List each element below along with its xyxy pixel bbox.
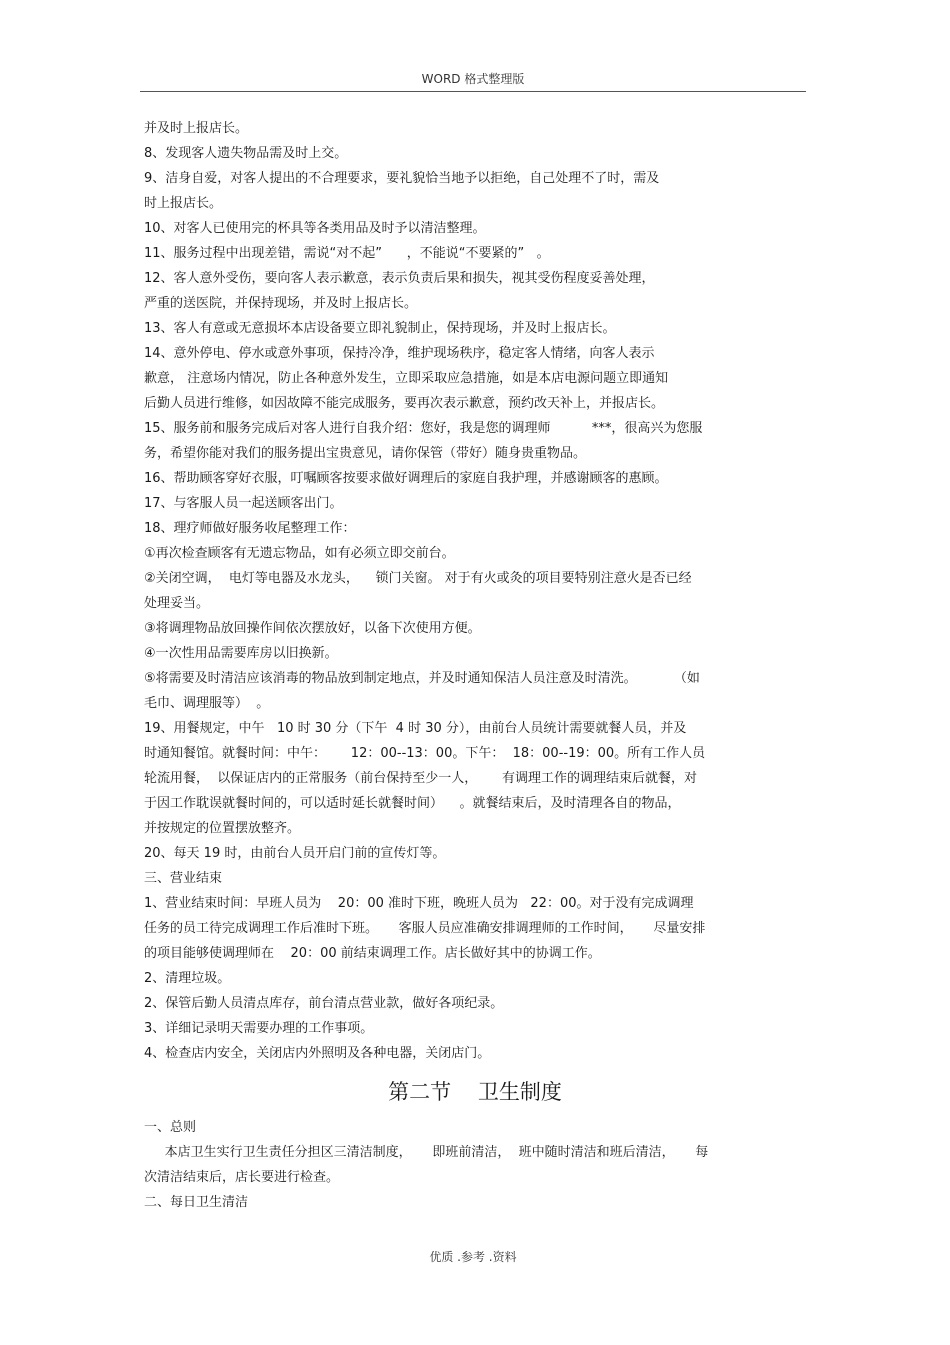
section-title: 第二节 卫生制度 [388,1080,562,1104]
text-line: 一、总则 [144,1120,197,1135]
text-line: 处理妥当。 [144,596,210,611]
text-line: 15、服务前和服务完成后对客人进行自我介绍：您好，我是您的调理师 ***，很高兴为您服 [144,421,703,436]
text-line: ③将调理物品放回操作间依次摆放好，以备下次使用方便。 [144,621,481,636]
text-line: 17、与客服人员一起送顾客出门。 [144,496,343,511]
page-header: WORD 格式整理版 [421,72,525,86]
text-line: ①再次检查顾客有无遗忘物品，如有必须立即交前台。 [144,546,455,561]
text-line: 三、营业结束 [144,871,223,886]
text-line: 毛巾、调理服等） 。 [144,696,270,711]
text-line: 后勤人员进行维修，如因故障不能完成服务，要再次表示歉意，预约改天补上，并报店长。 [144,396,665,411]
text-line: 轮流用餐， 以保证店内的正常服务（前台保持至少一人， 有调理工作的调理结束后就餐，对 [144,771,698,786]
text-line: 歉意， 注意场内情况，防止各种意外发生，立即采取应急措施，如是本店电源问题立即通知 [144,371,669,386]
text-line: 时上报店长。 [144,196,223,211]
text-line: 11、服务过程中出现差错，需说“对不起” ，不能说“不要紧的” 。 [144,246,550,261]
text-line: 4、检查店内安全，关闭店内外照明及各种电器，关闭店门。 [144,1046,491,1061]
text-line: 1、营业结束时间：早班人员为 20：00 准时下班，晚班人员为 22：00。对于没有完成调理 [144,896,694,911]
text-line: 任务的员工待完成调理工作后准时下班。 客服人员应准确安排调理师的工作时间， 尽量安排 [144,921,706,936]
header-rule [140,91,806,92]
page-footer: 优质 .参考 .资料 [429,1250,517,1264]
text-line: 18、理疗师做好服务收尾整理工作： [144,521,356,536]
text-line: 20、每天 19 时，由前台人员开启门前的宣传灯等。 [144,846,446,861]
text-line: 并按规定的位置摆放整齐。 [144,821,301,836]
section-body-text [144,1115,806,1215]
text-line: 9、洁身自爱，对客人提出的不合理要求，要礼貌恰当地予以拒绝，自己处理不了时，需及 [144,171,660,186]
text-line: 10、对客人已使用完的杯具等各类用品及时予以清洁整理。 [144,221,486,236]
text-line: 本店卫生实行卫生责任分担区三清洁制度， 即班前清洁， 班中随时清洁和班后清洁， 每 [144,1145,709,1160]
text-line: 8、发现客人遗失物品需及时上交。 [144,146,348,161]
text-line: 次清洁结束后，店长要进行检查。 [144,1170,340,1185]
text-line: 时通知餐馆。就餐时间：中午： 12：00--13：00。下午： 18：00--19：00。所有工作人员 [144,746,706,761]
text-line: 3、详细记录明天需要办理的工作事项。 [144,1021,374,1036]
text-line: 的项目能够使调理师在 20：00 前结束调理工作。店长做好其中的协调工作。 [144,946,601,961]
text-line: 务，希望你能对我们的服务提出宝贵意见，请你保管（带好）随身贵重物品。 [144,446,587,461]
text-line: 于因工作耽误就餐时间的，可以适时延长就餐时间） 。就餐结束后，及时清理各自的物品， [144,796,681,811]
text-line: 严重的送医院，并保持现场，并及时上报店长。 [144,296,418,311]
text-line: ⑤将需要及时清洁应该消毒的物品放到制定地点，并及时通知保洁人员注意及时清洗。 （如 [144,671,700,686]
text-line: 并及时上报店长。 [144,121,249,136]
text-line: 16、帮助顾客穿好衣服，叮嘱顾客按要求做好调理后的家庭自我护理，并感谢顾客的惠顾。 [144,471,668,486]
text-line: 2、清理垃圾。 [144,971,231,986]
body-text [144,116,806,1066]
text-line: 14、意外停电、停水或意外事项，保持冷净，维护现场秩序，稳定客人情绪，向客人表示 [144,346,655,361]
text-line: ②关闭空调， 电灯等电器及水龙头， 锁门关窗。 对于有火或灸的项目要特别注意火是否已经 [144,571,692,586]
text-line: ④一次性用品需要库房以旧换新。 [144,646,338,661]
text-line: 13、客人有意或无意损坏本店设备要立即礼貌制止，保持现场，并及时上报店长。 [144,321,616,336]
text-line: 12、客人意外受伤，要向客人表示歉意，表示负责后果和损失，视其受伤程度妥善处理， [144,271,655,286]
text-line: 2、保管后勤人员清点库存，前台清点营业款，做好各项纪录。 [144,996,504,1011]
text-line: 二、每日卫生清洁 [144,1195,249,1210]
text-line: 19、用餐规定，中午 10 时 30 分（下午 4 时 30 分），由前台人员统计需要就餐人员，并及 [144,721,687,736]
